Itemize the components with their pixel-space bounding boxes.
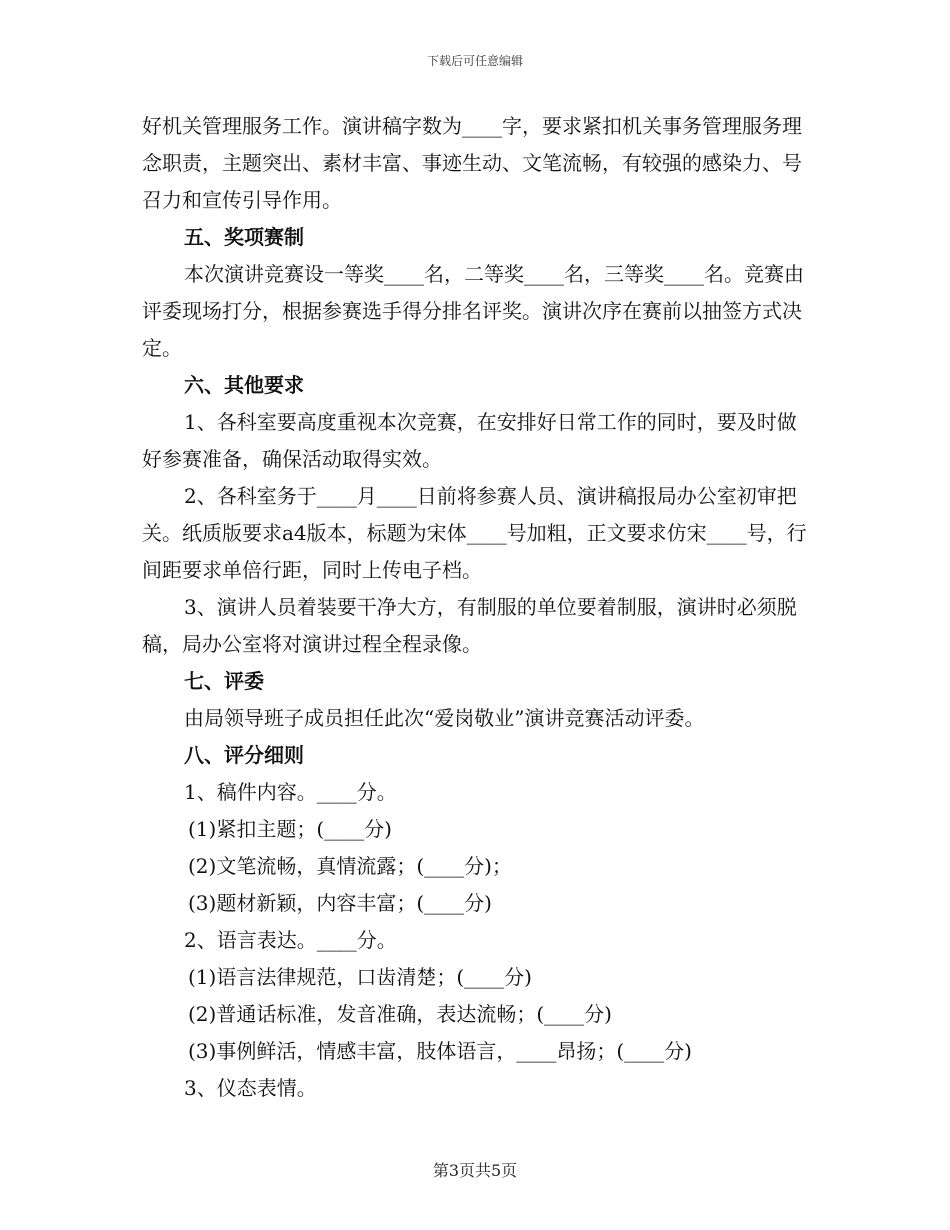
list-item: 3、仪态表情。 xyxy=(184,1076,317,1100)
paragraph: 本次演讲竞赛设一等奖____名，二等奖____名，三等奖____名。竞赛由评委现场打分，根据参赛选手得分排名评奖。演讲次序在赛前以抽签方式决定。 xyxy=(142,262,804,360)
list-item: (2)普通话标准，发音准确，表达流畅；(____分) xyxy=(188,1002,612,1026)
page-footer: 第3页共5页 xyxy=(432,1161,518,1180)
paragraph: 由局领导班子成员担任此次“爱岗敬业”演讲竞赛活动评委。 xyxy=(184,706,705,730)
section-heading-judges: 七、评委 xyxy=(184,669,264,693)
paragraph: 2、各科室务于____月____日前将参赛人员、演讲稿报局办公室初审把关。纸质版要求a4版本，标题为宋体____号加粗，正文要求仿宋____号，行间距要求单倍行距，同时上传电子档。 xyxy=(142,484,807,582)
list-item: (1)语言法律规范，口齿清楚；(____分) xyxy=(188,965,532,989)
list-item: (1)紧扣主题；(____分) xyxy=(188,817,392,841)
paragraph: 好机关管理服务工作。演讲稿字数为____字，要求紧扣机关事务管理服务理念职责，主题突出、素材丰富、事迹生动、文笔流畅，有较强的感染力、号召力和宣传引导作用。 xyxy=(142,114,802,212)
paragraph: 3、演讲人员着装要干净大方，有制服的单位要着制服，演讲时必须脱稿，局办公室将对演讲过程全程录像。 xyxy=(142,595,797,656)
list-item: 1、稿件内容。____分。 xyxy=(184,780,397,804)
list-item: 2、语言表达。____分。 xyxy=(184,928,397,952)
list-item: (2)文笔流畅，真情流露；(____分)； xyxy=(188,854,512,878)
section-heading-scoring: 八、评分细则 xyxy=(184,743,304,767)
list-item: (3)题材新颖，内容丰富；(____分) xyxy=(188,891,492,915)
page-header: 下载后可任意编辑 xyxy=(426,54,523,68)
section-heading-requirements: 六、其他要求 xyxy=(184,373,304,397)
section-heading-awards: 五、奖项赛制 xyxy=(184,225,304,249)
list-item: (3)事例鲜活，情感丰富，肢体语言，____昂扬；(____分) xyxy=(188,1039,692,1063)
document-body xyxy=(142,108,808,1107)
paragraph: 1、各科室要高度重视本次竞赛，在安排好日常工作的同时，要及时做好参赛准备，确保活动取得实效。 xyxy=(142,410,797,471)
